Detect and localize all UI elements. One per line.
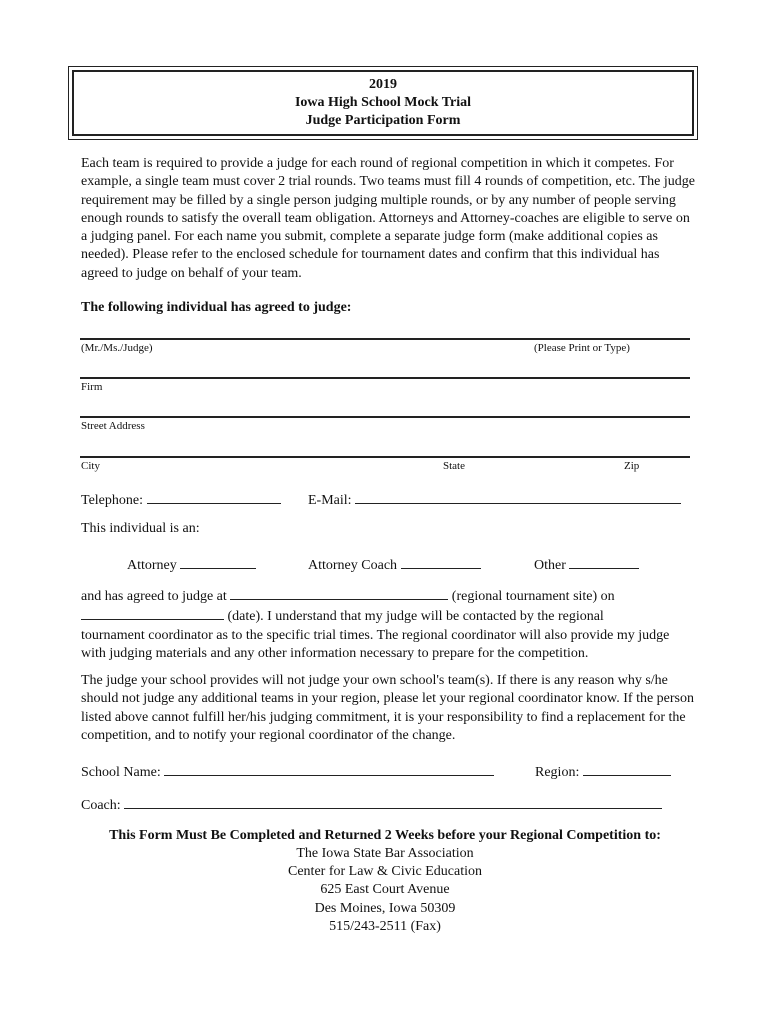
agreement-line-2 <box>81 606 696 626</box>
role-attorney-coach-label: Attorney Coach <box>308 558 398 573</box>
school-row <box>81 761 494 781</box>
name-field-line[interactable] <box>80 338 690 340</box>
date-field[interactable] <box>81 606 224 620</box>
coach-label: Coach: <box>81 798 121 813</box>
role-attorney <box>127 554 256 574</box>
return-line-5: 515/243-2511 (Fax) <box>329 919 441 934</box>
street-field-line[interactable] <box>80 416 690 418</box>
return-line-3: 625 East Court Avenue <box>320 882 450 897</box>
form-title: Iowa High School Mock Trial <box>294 95 472 110</box>
role-other-field[interactable] <box>569 554 639 569</box>
firm-label: Firm <box>81 381 103 393</box>
role-other-label: Other <box>534 558 566 573</box>
city-field-line[interactable] <box>80 456 690 458</box>
telephone-row <box>81 489 281 509</box>
coach-field[interactable] <box>124 794 662 809</box>
role-attorney-label: Attorney <box>127 558 177 573</box>
city-label: City <box>81 460 100 472</box>
telephone-label: Telephone: <box>81 493 143 508</box>
tournament-site-field[interactable] <box>230 586 448 600</box>
form-year: 2019 <box>369 77 397 92</box>
form-header-box <box>68 66 698 140</box>
agreement-part2: (regional tournament site) on <box>451 589 615 604</box>
return-line-4: Des Moines, Iowa 50309 <box>314 901 456 916</box>
email-field[interactable] <box>355 489 681 504</box>
school-name-label: School Name: <box>81 765 161 780</box>
name-label: (Mr./Ms./Judge) <box>81 342 153 354</box>
agreement-line-1 <box>81 586 696 606</box>
form-header-inner <box>72 70 694 136</box>
telephone-field[interactable] <box>147 489 281 504</box>
responsibility-paragraph: The judge your school provides will not judge your own school's team(s). If there is any reason why s/he should not judge any additional teams in your region, please let your regional coordinator know. If the person listed above cannot fulfill her/his judging commitment, it is your responsibility to find a replacement for the competition, and to notify your regional coordinator of the change. <box>81 673 694 743</box>
role-attorney-coach-field[interactable] <box>401 554 481 569</box>
state-label: State <box>443 460 465 472</box>
form-subtitle: Judge Participation Form <box>305 113 461 128</box>
street-label: Street Address <box>81 420 145 432</box>
agreement-part3: (date). I understand that my judge will be contacted by the regional <box>227 609 604 625</box>
region-row <box>535 761 671 781</box>
individual-is-label: This individual is an: <box>81 521 200 536</box>
intro-paragraph: Each team is required to provide a judge for each round of regional competition in which it competes. For example, a single team must cover 2 trial rounds. Two teams must fill 4 rounds of competition, etc. The judge requirement may be filled by a single person judging multiple rounds, or by any number of people serving enough rounds to satisfy the overall team obligation. Attorneys and Attorney-coaches are eligible to serve on a judging panel. For each name you submit, complete a separate judge form (make additional copies as needed). Please refer to the enclosed schedule for tournament dates and confirm that this individual has agreed to judge on behalf of your team. <box>81 156 695 281</box>
region-label: Region: <box>535 765 580 780</box>
firm-field-line[interactable] <box>80 377 690 379</box>
role-attorney-field[interactable] <box>180 554 256 569</box>
region-field[interactable] <box>583 761 671 776</box>
agreement-part1: and has agreed to judge at <box>81 589 227 604</box>
school-name-field[interactable] <box>164 761 494 776</box>
zip-label: Zip <box>624 460 640 472</box>
role-other <box>534 554 639 574</box>
coach-row <box>81 794 662 814</box>
return-line-2: Center for Law & Civic Education <box>288 864 482 879</box>
agreed-heading: The following individual has agreed to judge: <box>81 300 352 315</box>
agreement-part4: tournament coordinator as to the specific trial times. The regional coordinator will also provide my judge with judging materials and any other information necessary to prepare for the competition. <box>81 627 670 661</box>
print-note: (Please Print or Type) <box>534 342 630 354</box>
return-heading: This Form Must Be Completed and Returned 2 Weeks before your Regional Competition to: <box>109 828 661 843</box>
email-row <box>308 489 681 509</box>
role-attorney-coach <box>308 554 481 574</box>
return-line-1: The Iowa State Bar Association <box>296 846 474 861</box>
agreement-paragraph <box>81 586 696 663</box>
email-label: E-Mail: <box>308 493 352 508</box>
